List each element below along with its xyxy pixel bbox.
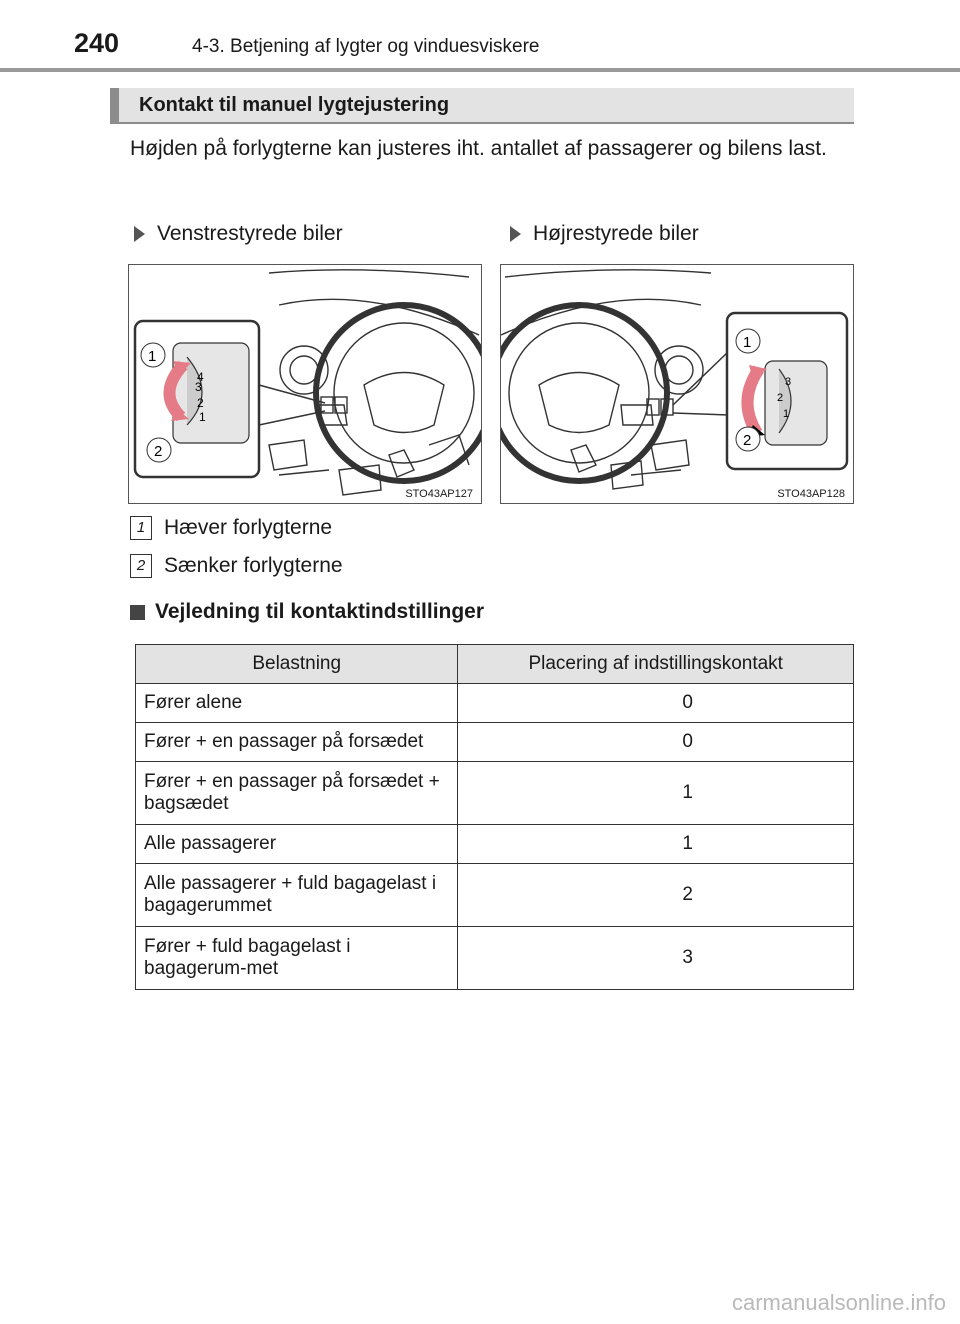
page-number: 240	[74, 28, 120, 58]
load-cell: Fører + en passager på forsædet + bagsædet	[136, 762, 458, 825]
left-drive-illustration	[128, 264, 482, 504]
figure-code: STO43AP128	[777, 488, 845, 500]
callout-1	[130, 516, 332, 540]
callout-number: 1	[130, 516, 152, 540]
guide-heading	[130, 600, 484, 624]
svg-text:3: 3	[195, 380, 202, 394]
setting-cell: 0	[458, 684, 854, 723]
settings-table	[135, 644, 854, 990]
table-row	[136, 825, 854, 864]
setting-cell: 1	[458, 762, 854, 825]
callout-text: Sænker forlygterne	[164, 554, 343, 577]
table-row	[136, 927, 854, 990]
svg-text:2: 2	[154, 443, 163, 460]
dashboard-drawing	[129, 265, 482, 504]
svg-text:2: 2	[777, 392, 784, 404]
setting-cell: 0	[458, 723, 854, 762]
column-header-load: Belastning	[136, 645, 458, 684]
left-drive-text: Venstrestyrede biler	[157, 222, 343, 245]
table-header-row	[136, 645, 854, 684]
callout-2	[130, 554, 343, 578]
svg-text:4: 4	[197, 370, 204, 384]
intro-text: Højden på forlygterne kan justeres iht. antallet af passagerer og bilens last.	[130, 137, 827, 160]
table-row	[136, 762, 854, 825]
table-row	[136, 684, 854, 723]
section-title: Kontakt til manuel lygtejustering	[139, 94, 450, 116]
svg-text:2: 2	[197, 396, 204, 410]
square-bullet-icon	[130, 605, 145, 620]
load-cell: Alle passagerer + fuld bagagelast i bagagerummet	[136, 864, 458, 927]
svg-text:1: 1	[783, 408, 790, 420]
dashboard-drawing	[501, 265, 854, 504]
table-row	[136, 864, 854, 927]
callout-text: Hæver forlygterne	[164, 516, 333, 539]
right-drive-label	[510, 222, 699, 246]
left-drive-label	[134, 222, 343, 246]
chapter-title: 4-3. Betjening af lygter og vinduesviskere	[192, 36, 540, 57]
right-drive-illustration	[500, 264, 854, 504]
triangle-bullet-icon	[510, 226, 521, 242]
right-drive-text: Højrestyrede biler	[533, 222, 699, 245]
triangle-bullet-icon	[134, 226, 145, 242]
svg-text:1: 1	[148, 348, 157, 365]
setting-cell: 1	[458, 825, 854, 864]
section-heading	[110, 88, 854, 122]
load-cell: Fører + fuld bagagelast i bagagerum-met	[136, 927, 458, 990]
svg-text:3: 3	[785, 376, 792, 388]
load-cell: Fører + en passager på forsædet	[136, 723, 458, 762]
column-header-setting: Placering af indstillingskontakt	[458, 645, 854, 684]
site-watermark: carmanualsonline.info	[731, 1290, 946, 1315]
svg-text:2: 2	[743, 432, 752, 449]
header-rule	[0, 68, 960, 72]
table-row	[136, 723, 854, 762]
setting-cell: 3	[458, 927, 854, 990]
guide-title: Vejledning til kontaktindstillinger	[155, 600, 485, 623]
callout-number: 2	[130, 554, 152, 578]
svg-text:1: 1	[743, 334, 752, 351]
load-cell: Fører alene	[136, 684, 458, 723]
figure-code: STO43AP127	[405, 488, 473, 500]
setting-cell: 2	[458, 864, 854, 927]
svg-text:1: 1	[199, 410, 206, 424]
load-cell: Alle passagerer	[136, 825, 458, 864]
section-rule	[110, 122, 854, 124]
page-header	[0, 0, 960, 78]
